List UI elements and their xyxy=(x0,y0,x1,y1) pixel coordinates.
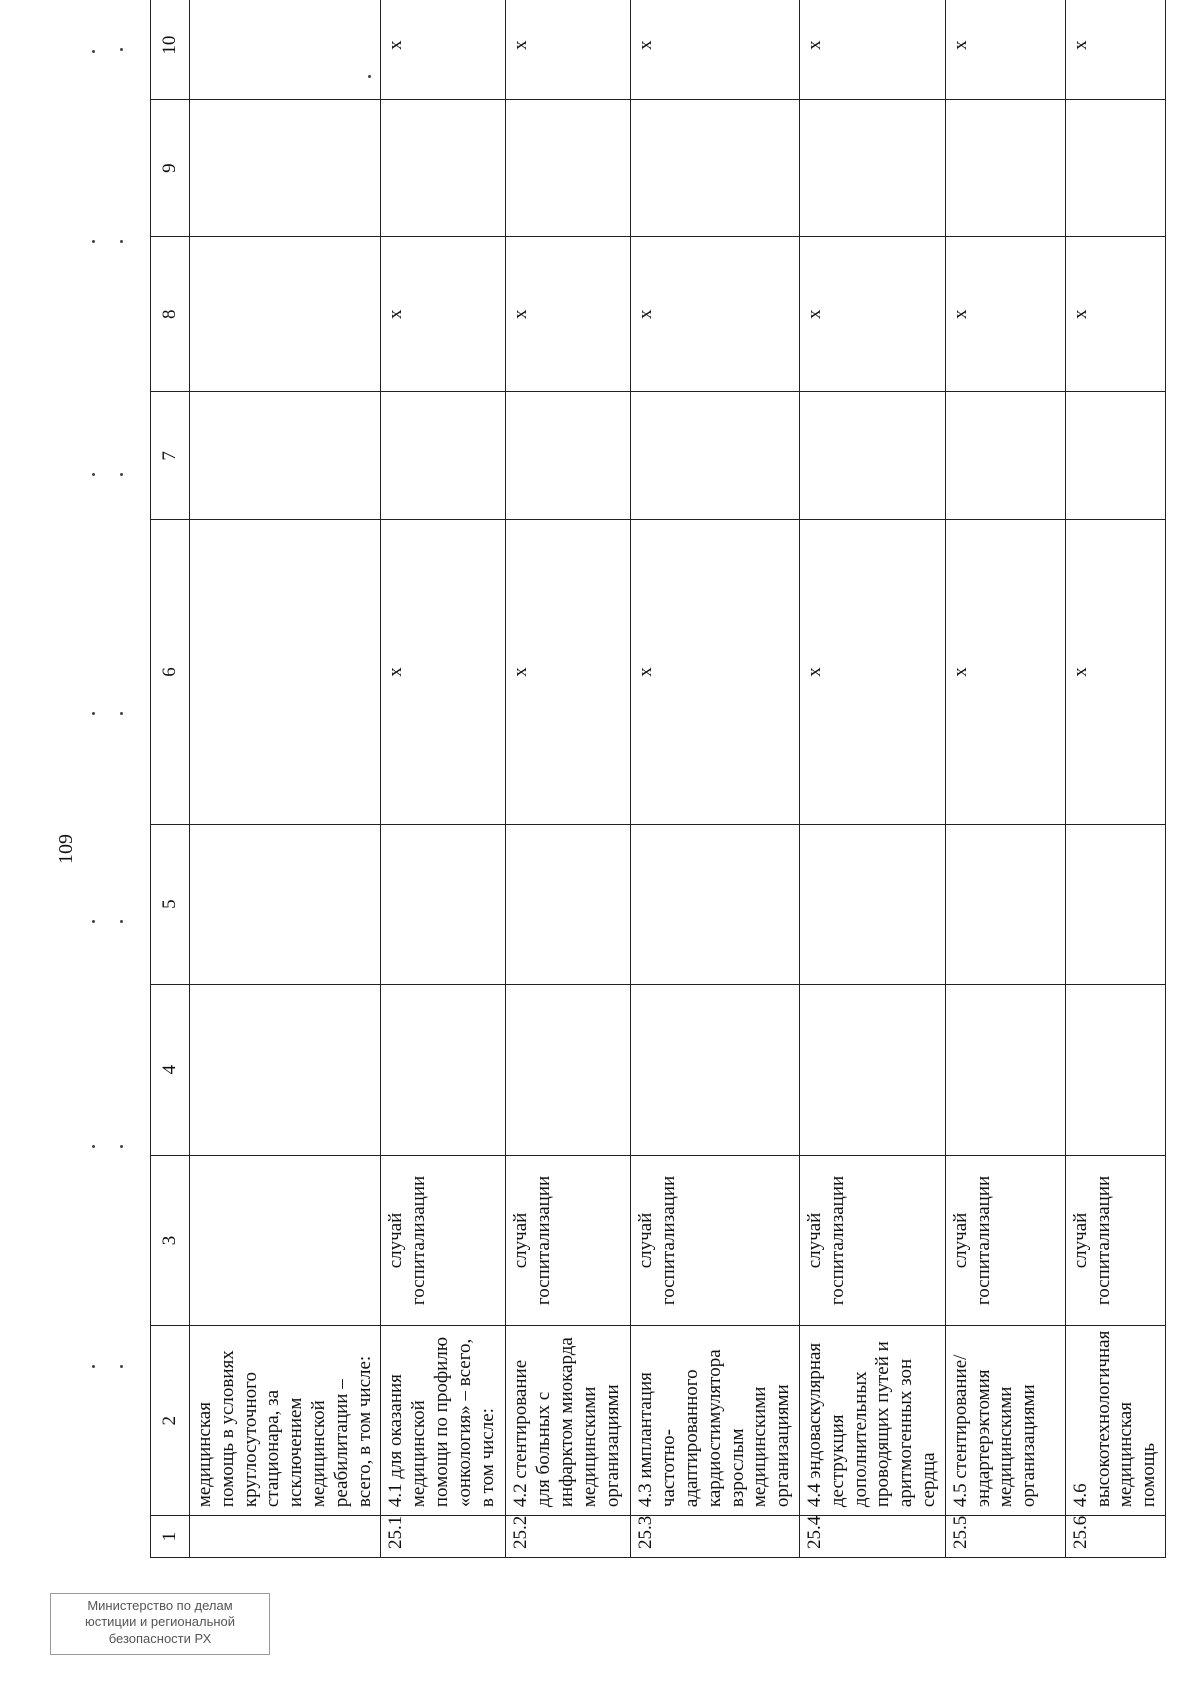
ministry-stamp xyxy=(50,1593,270,1655)
row-description: 4.4 эндоваскулярная деструкция дополнительных проводящих путей и аритмогенных зон сердца xyxy=(799,1326,945,1516)
cell-col-10: x xyxy=(381,0,506,100)
cell-col-5 xyxy=(799,824,945,984)
cell-col-6 xyxy=(190,520,381,824)
row-unit: случай госпитализации xyxy=(631,1155,800,1326)
cell-col-7 xyxy=(1065,392,1165,520)
row-description: медицинская помощь в условиях круглосуточного стационара, за исключением медицинской реабилитации – всего, в том числе: xyxy=(190,1326,381,1516)
cell-col-6: x xyxy=(945,520,1065,824)
cell-col-6: x xyxy=(506,520,631,824)
cell-col-8: x xyxy=(631,236,800,391)
cell-col-4 xyxy=(506,984,631,1155)
row-number: 25.6 xyxy=(1065,1516,1165,1558)
cell-col-7 xyxy=(506,392,631,520)
cell-col-5 xyxy=(945,824,1065,984)
table-row xyxy=(381,0,506,1558)
column-header: 4 xyxy=(151,984,190,1155)
row-unit xyxy=(190,1155,381,1326)
cell-col-4 xyxy=(190,984,381,1155)
row-number: 25.3 xyxy=(631,1516,800,1558)
table-row xyxy=(631,0,800,1558)
cell-col-8: x xyxy=(1065,236,1165,391)
cell-col-8: x xyxy=(381,236,506,391)
cell-col-8: x xyxy=(506,236,631,391)
cell-col-5 xyxy=(506,824,631,984)
stamp-line: безопасности РХ xyxy=(108,1630,212,1646)
row-number: 25.4 xyxy=(799,1516,945,1558)
row-unit: случай госпитализации xyxy=(381,1155,506,1326)
cell-col-5 xyxy=(190,824,381,984)
cell-col-4 xyxy=(1065,984,1165,1155)
cell-col-8 xyxy=(190,236,381,391)
column-header: 6 xyxy=(151,520,190,824)
cell-col-7 xyxy=(945,392,1065,520)
cell-col-9 xyxy=(381,100,506,237)
row-number: 25.1 xyxy=(381,1516,506,1558)
page-number: 109 xyxy=(55,834,77,864)
cell-col-8: x xyxy=(945,236,1065,391)
row-unit: случай госпитализации xyxy=(506,1155,631,1326)
row-number: 25.5 xyxy=(945,1516,1065,1558)
cell-col-10: x xyxy=(799,0,945,100)
column-header: 9 xyxy=(151,100,190,237)
cell-col-6: x xyxy=(631,520,800,824)
cell-col-4 xyxy=(945,984,1065,1155)
column-header: 10 xyxy=(151,0,190,100)
cell-col-9 xyxy=(506,100,631,237)
table-row xyxy=(1065,0,1165,1558)
cell-col-5 xyxy=(1065,824,1165,984)
cell-col-5 xyxy=(631,824,800,984)
cell-col-7 xyxy=(190,392,381,520)
table-header-row xyxy=(151,0,190,1558)
column-header: 2 xyxy=(151,1326,190,1516)
column-header: 5 xyxy=(151,824,190,984)
row-unit: случай госпитализации xyxy=(945,1155,1065,1326)
cell-col-10: x xyxy=(631,0,800,100)
cell-col-9 xyxy=(190,100,381,237)
cell-col-9 xyxy=(945,100,1065,237)
cell-col-4 xyxy=(631,984,800,1155)
table-row xyxy=(506,0,631,1558)
row-unit: случай госпитализации xyxy=(1065,1155,1165,1326)
stamp-line: юстиции и региональной xyxy=(84,1614,236,1630)
cell-col-9 xyxy=(1065,100,1165,237)
row-description: 4.3 имплантация частотно-адаптированного кардиостимулятора взрослым медицинскими организациями xyxy=(631,1326,800,1516)
table-row xyxy=(945,0,1065,1558)
table-row xyxy=(799,0,945,1558)
row-description: 4.5 стентирование/ эндартерэктомия медицинскими организациями xyxy=(945,1326,1065,1516)
row-number: 25.2 xyxy=(506,1516,631,1558)
column-header: 3 xyxy=(151,1155,190,1326)
row-description: 4.2 стентирование для больных с инфарктом миокарда медицинскими организациями xyxy=(506,1326,631,1516)
cell-col-8: x xyxy=(799,236,945,391)
cell-col-7 xyxy=(381,392,506,520)
table-row xyxy=(190,0,381,1558)
cell-col-10: x xyxy=(1065,0,1165,100)
row-number xyxy=(190,1516,381,1558)
cell-col-6: x xyxy=(381,520,506,824)
document-table xyxy=(150,0,1166,1558)
cell-col-7 xyxy=(799,392,945,520)
cell-col-9 xyxy=(799,100,945,237)
cell-col-10: x xyxy=(506,0,631,100)
row-description: 4.1 для оказания медицинской помощи по профилю «онкология» – всего, в том числе: xyxy=(381,1326,506,1516)
cell-col-4 xyxy=(799,984,945,1155)
stamp-line: Министерство по делам xyxy=(87,1598,233,1613)
cell-col-5 xyxy=(381,824,506,984)
row-unit: случай госпитализации xyxy=(799,1155,945,1326)
cell-col-9 xyxy=(631,100,800,237)
row-description: 4.6 высокотехнологичная медицинская помощь xyxy=(1065,1326,1165,1516)
cell-col-7 xyxy=(631,392,800,520)
cell-col-6: x xyxy=(799,520,945,824)
cell-col-4 xyxy=(381,984,506,1155)
cell-col-6: x xyxy=(1065,520,1165,824)
column-header: 1 xyxy=(151,1516,190,1558)
cell-col-10: x xyxy=(945,0,1065,100)
column-header: 8 xyxy=(151,236,190,391)
column-header: 7 xyxy=(151,392,190,520)
cell-col-10 xyxy=(190,0,381,100)
